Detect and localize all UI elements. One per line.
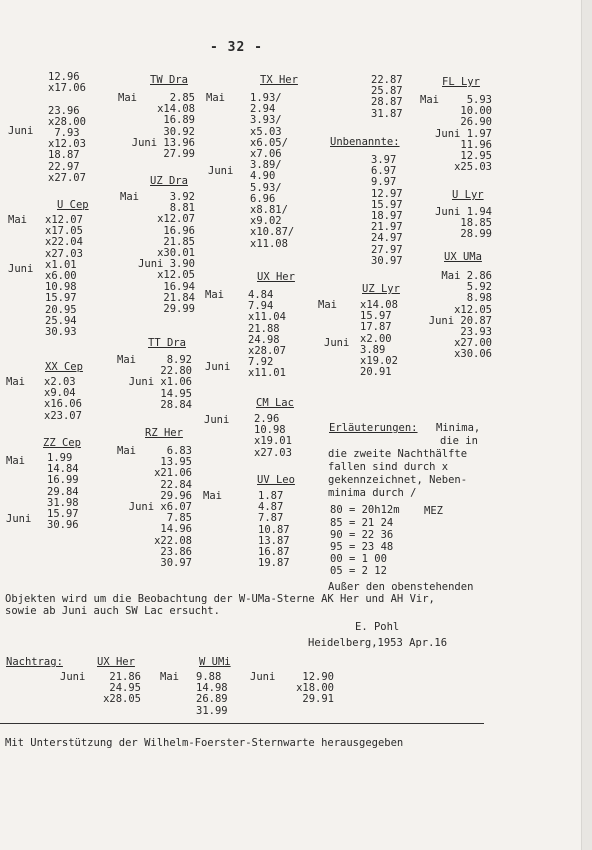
- note-line-1: Außer den obenstehenden: [328, 581, 474, 593]
- time-equation: 85 = 21 24: [330, 517, 394, 529]
- month-label: Juni: [208, 165, 234, 177]
- month-label: Mai: [420, 94, 439, 106]
- place-date: Heidelberg,1953 Apr.16: [308, 637, 448, 649]
- col4-entry-1: 22.87 25.87 28.87 31.87: [371, 74, 403, 120]
- col1-entry-4: 1.99 14.84 16.99 29.84 31.98 15.97 30.96: [47, 452, 79, 532]
- star-label-ux-uma: UX UMa: [444, 251, 482, 263]
- star-label-cm-lac: CM Lac: [256, 397, 294, 409]
- month-label: Mai: [118, 92, 137, 104]
- month-label: Mai: [117, 445, 136, 457]
- col2-entry-1: 2.85 x14.08 16.89 30.92 Juni 13.96 27.99: [131, 92, 195, 161]
- col5-entry-2: Juni 1.94 18.85 28.99: [435, 206, 492, 241]
- col1-entry-2: x12.07 x17.05 x22.04 x27.03 x1.01 x6.00 10.98 15.97 20.95 25.94 30.93: [45, 214, 83, 339]
- month-label: Juni: [60, 671, 86, 683]
- star-label-tx-her: TX Her: [260, 74, 298, 86]
- month-label: Mai: [318, 299, 337, 311]
- explanation-line: fallen sind durch x: [328, 461, 449, 473]
- explanations-heading: Erläuterungen:: [329, 422, 418, 434]
- month-label: Mai: [8, 214, 27, 226]
- col2-entry-4: 6.83 13.95 x21.06 22.84 29.96 Juni x6.07 7.85 14.96 x22.08 23.86 30.97: [128, 445, 192, 570]
- time-equation: 00 = 1 00: [330, 553, 387, 565]
- col3-entry-4: 1.87 4.87 7.87 10.87 13.87 16.87 19.87: [258, 490, 290, 570]
- month-label: Juni: [8, 125, 34, 137]
- star-label-uz-dra: UZ Dra: [150, 175, 188, 187]
- signature: E. Pohl: [355, 621, 400, 633]
- month-label: Mai: [117, 354, 136, 366]
- time-equation: 05 = 2 12: [330, 565, 387, 577]
- month-label: Mai: [205, 289, 224, 301]
- explanation-line: die zweite Nachthälfte: [328, 448, 468, 460]
- month-label: Juni: [324, 337, 350, 349]
- star-label-u-cep: U Cep: [57, 199, 89, 211]
- nachtrag-label: Nachtrag:: [6, 656, 63, 668]
- month-label: Mai: [206, 92, 225, 104]
- explanation-line: minima durch /: [328, 487, 417, 499]
- month-label: Mai: [6, 455, 25, 467]
- mez-label: MEZ: [424, 505, 443, 517]
- star-label-ux-her: UX Her: [257, 271, 295, 283]
- nachtrag-values: 21.86 24.95 x28.05: [103, 671, 141, 706]
- time-equation: 90 = 22 36: [330, 529, 394, 541]
- footer-rule: [0, 723, 484, 724]
- month-label: Mai: [6, 376, 25, 388]
- nachtrag-star: UX Her: [97, 656, 135, 668]
- note-line-2: Objekten wird um die Beobachtung der W-UMa-Sterne AK Her und AH Vir,: [5, 593, 435, 605]
- month-label: Mai: [203, 490, 222, 502]
- star-label-tw-dra: TW Dra: [150, 74, 188, 86]
- month-label: Mai: [160, 671, 179, 683]
- explanation-line: Minima,: [436, 422, 481, 434]
- page-edge: [581, 0, 592, 850]
- col5-entry-3: Mai 2.86 5.92 8.98 x12.05 Juni 20.87 23.93 x27.00 x30.06: [428, 270, 492, 361]
- col1-entry-1: 12.96 x17.06 23.96 x28.00 7.93 x12.03 18.87 22.97 x27.07: [48, 71, 86, 184]
- month-label: Juni: [204, 414, 230, 426]
- star-label-rz-her: RZ Her: [145, 427, 183, 439]
- col1-entry-3: x2.03 x9.04 x16.06 x23.07: [44, 376, 82, 422]
- star-label-u-lyr: U Lyr: [452, 189, 484, 201]
- month-label: Mai: [120, 191, 139, 203]
- col4-entry-3: x14.08 15.97 17.87 x2.00 3.89 x19.02 20.91: [360, 299, 398, 379]
- explanation-line: gekennzeichnet, Neben-: [328, 474, 468, 486]
- explanation-line: die in: [440, 435, 478, 447]
- nachtrag-star: W UMi: [199, 656, 231, 668]
- nachtrag-values: 9.88 14.98 26.89 31.99: [196, 671, 228, 717]
- star-label-tt-dra: TT Dra: [148, 337, 186, 349]
- month-label: Juni: [205, 361, 231, 373]
- nachtrag-values: 12.90 x18.00 29.91: [296, 671, 334, 706]
- col5-entry-1: 5.93 10.00 26.90 Juni 1.97 11.96 12.95 x25.03: [435, 94, 492, 174]
- star-label-xx-cep: XX Cep: [45, 361, 83, 373]
- month-label: Juni: [250, 671, 276, 683]
- col3-entry-2: 4.84 7.94 x11.04 21.88 24.98 x28.07 7.92 x11.01: [248, 289, 286, 380]
- col3-entry-3: 2.96 10.98 x19.01 x27.03: [254, 413, 292, 459]
- footer-text: Mit Unterstützung der Wilhelm-Foerster-Sternwarte herausgegeben: [5, 737, 404, 749]
- star-label-unbenannte: Unbenannte:: [330, 136, 400, 148]
- col3-entry-1: 1.93/ 2.94 3.93/ x5.03 x6.05/ x7.06 3.89/ 4.90 5.93/ 6.96 x8.81/ x9.02 x10.87/ x11.08: [250, 92, 295, 250]
- month-label: Juni: [8, 263, 34, 275]
- star-label-fl-lyr: FL Lyr: [442, 76, 480, 88]
- star-label-uv-leo: UV Leo: [257, 474, 295, 486]
- page-number: - 32 -: [210, 40, 263, 55]
- col2-entry-2: 3.92 8.81 x12.07 16.96 21.85 x30.01 Juni 3.90 x12.05 16.94 21.84 29.99: [138, 191, 195, 316]
- col4-entry-2: 3.97 6.97 9.97 12.97 15.97 18.97 21.97 24.97 27.97 30.97: [371, 154, 403, 267]
- time-equation: 95 = 23 48: [330, 541, 394, 553]
- star-label-zz-cep: ZZ Cep: [43, 437, 81, 449]
- note-line-3: sowie ab Juni auch SW Lac ersucht.: [5, 605, 220, 617]
- time-equation: 80 = 20h12m: [330, 504, 400, 516]
- month-label: Juni: [6, 513, 32, 525]
- col2-entry-3: 8.92 22.80 Juni x1.06 14.95 28.84: [128, 354, 192, 411]
- star-label-uz-lyr: UZ Lyr: [362, 283, 400, 295]
